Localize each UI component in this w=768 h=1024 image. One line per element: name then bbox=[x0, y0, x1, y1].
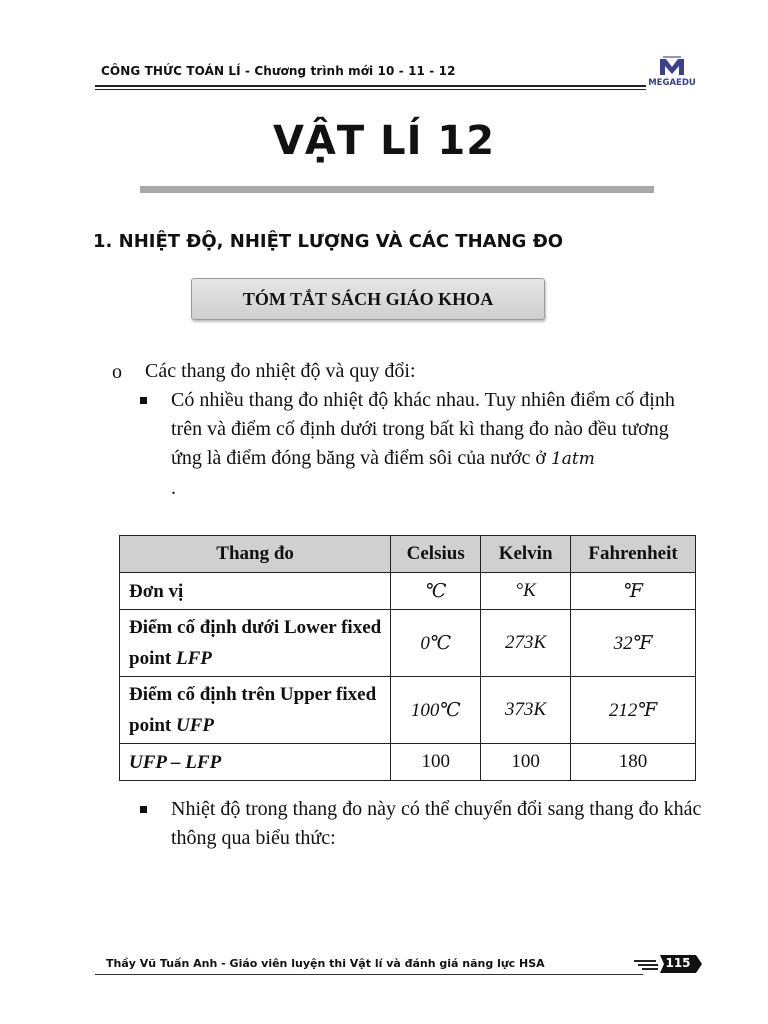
table-cell: 0℃ bbox=[391, 610, 481, 677]
circle-bullet: o bbox=[112, 361, 122, 383]
bullet-paragraph-1 bbox=[171, 386, 703, 503]
table-cell: 373K bbox=[481, 677, 571, 744]
table-row bbox=[120, 744, 696, 781]
summary-box-label: TÓM TẮT SÁCH GIÁO KHOA bbox=[242, 288, 494, 309]
logo-label: MEGAEDU bbox=[648, 78, 696, 88]
bullet-1-end: . bbox=[171, 477, 176, 499]
bullet-1-math: 1atm bbox=[550, 449, 595, 469]
row-label bbox=[120, 610, 391, 677]
table-header-cell: Celsius bbox=[391, 536, 481, 573]
row-label bbox=[120, 677, 391, 744]
row-label-math: UFP – LFP bbox=[129, 751, 222, 773]
bullet-1-text: Có nhiều thang đo nhiệt độ khác nhau. Tuy nhiên điểm cố định trên và điểm cố định dưới trong bất kì thang đo nào đều tương ứng là điểm đóng băng và điểm sôi của nước ở bbox=[171, 389, 675, 469]
table-header-row bbox=[120, 536, 696, 573]
table-cell: 212℉ bbox=[571, 677, 696, 744]
summary-box bbox=[191, 278, 545, 320]
table-header-cell: Thang đo bbox=[120, 536, 391, 573]
row-label-text: Điểm cố định dưới Lower fixed point bbox=[129, 617, 382, 669]
table-row bbox=[120, 573, 696, 610]
temperature-scales-table bbox=[119, 535, 696, 781]
table-cell: 180 bbox=[571, 744, 696, 781]
section-heading: 1. NHIỆT ĐỘ, NHIỆT LƯỢNG VÀ CÁC THANG ĐO bbox=[93, 231, 564, 252]
table-header-cell: Fahrenheit bbox=[571, 536, 696, 573]
row-label bbox=[120, 744, 391, 781]
table-cell: ℃ bbox=[391, 573, 481, 610]
square-bullet-icon bbox=[140, 397, 147, 404]
table-row bbox=[120, 677, 696, 744]
footer-text: Thầy Vũ Tuấn Anh - Giáo viên luyện thi Vật lí và đánh giá năng lực HSA bbox=[106, 957, 545, 970]
table-cell: 100℃ bbox=[391, 677, 481, 744]
header-rule bbox=[95, 85, 646, 87]
row-label-text: Điểm cố định trên Upper fixed point bbox=[129, 684, 377, 736]
page-title: VẬT LÍ 12 bbox=[272, 118, 496, 164]
table-header-cell: Kelvin bbox=[481, 536, 571, 573]
row-label-math: LFP bbox=[176, 648, 212, 669]
table-row bbox=[120, 610, 696, 677]
table-cell: 32℉ bbox=[571, 610, 696, 677]
header-rule-thin bbox=[95, 89, 646, 90]
table-cell: 100 bbox=[481, 744, 571, 781]
table-cell: ℉ bbox=[571, 573, 696, 610]
square-bullet-icon bbox=[140, 806, 147, 813]
table-cell: °K bbox=[481, 573, 571, 610]
row-label-math: UFP bbox=[176, 715, 214, 736]
title-underline bbox=[140, 186, 654, 193]
bullet-paragraph-2: Nhiệt độ trong thang đo này có thể chuyển đổi sang thang đo khác thông qua biểu thức: bbox=[171, 798, 702, 849]
footer-rule bbox=[95, 974, 643, 975]
row-label: Đơn vị bbox=[120, 573, 391, 610]
level1-text: Các thang đo nhiệt độ và quy đổi: bbox=[145, 360, 416, 382]
header-title: CÔNG THỨC TOÁN LÍ - Chương trình mới 10 - 11 - 12 bbox=[101, 64, 456, 78]
table-cell: 273K bbox=[481, 610, 571, 677]
table-cell: 100 bbox=[391, 744, 481, 781]
page-number: 115 bbox=[665, 956, 691, 970]
